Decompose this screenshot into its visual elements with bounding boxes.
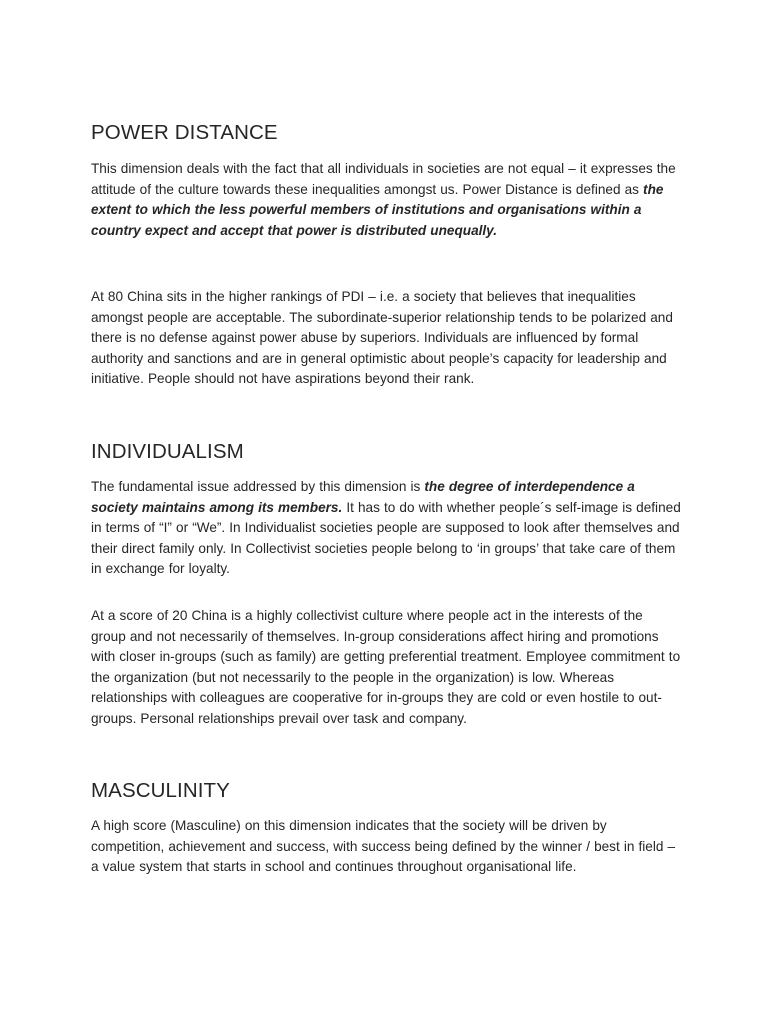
masculinity-definition-paragraph <box>91 816 681 878</box>
emphasized-definition: the degree of interdependence a society maintains among its members. <box>91 479 635 515</box>
paragraph-text: A high score (Masculine) on this dimension indicates that the society will be driven by competition, achievement and success, with success being defined by the winner / best in field – a value system that starts in school and continues throughout organisational life. <box>91 818 676 874</box>
section-heading-individualism: INDIVIDUALISM <box>91 440 244 463</box>
paragraph-text-after: It has to do with whether people´s self-image is defined in terms of “I” or “We”. In Individualist societies people are supposed to look after themselves and their direct family only. In Collectivist societies people belong to ‘in groups’ that take care of them in exchange for loyalty. <box>91 499 681 576</box>
section-heading-power-distance: POWER DISTANCE <box>91 121 278 144</box>
emphasized-definition: the extent to which the less powerful members of institutions and organisations within a country expect and accept that power is distributed unequally. <box>91 181 664 238</box>
power-distance-china-paragraph: At 80 China sits in the higher rankings of PDI – i.e. a society that believes that inequalities amongst people are acceptable. The subordinate-superior relationship tends to be polarized and there is no defense against power abuse by superiors. Individuals are influenced by formal authority and sanctions and are in general optimistic about people’s capacity for leadership and initiative. People should not have aspirations beyond their rank. <box>91 289 673 386</box>
paragraph-text: This dimension deals with the fact that all individuals in societies are not equal – it expresses the attitude of the culture towards these inequalities amongst us. Power Distance is defined as <box>91 161 676 197</box>
individualism-definition-paragraph <box>91 477 681 580</box>
section-heading-masculinity: MASCULINITY <box>91 779 230 802</box>
individualism-china-paragraph: At a score of 20 China is a highly collectivist culture where people act in the interests of the group and not necessarily of themselves. In-group considerations affect hiring and promotions with closer in-groups (such as family) are getting preferential treatment. Employee commitment to the organization (but not necessarily to the people in the organization) is low. Whereas relationships with colleagues are cooperative for in-groups they are cold or even hostile to out-groups. Personal relationships prevail over task and company. <box>91 608 681 726</box>
paragraph-text: The fundamental issue addressed by this dimension is <box>91 479 425 494</box>
power-distance-definition-paragraph <box>91 159 681 241</box>
